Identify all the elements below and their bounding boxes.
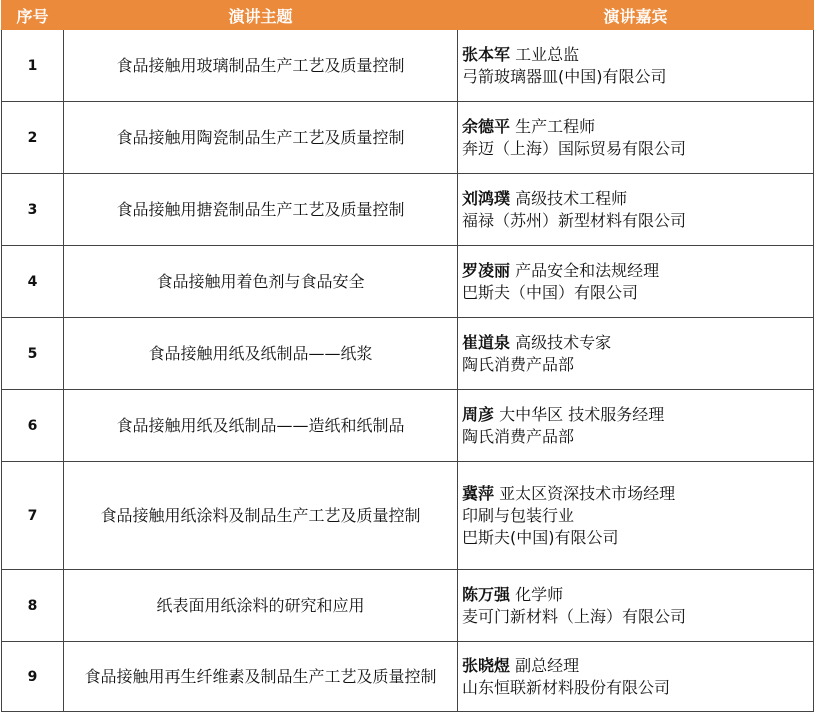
speaker-title: 大中华区 技术服务经理: [499, 404, 665, 424]
row-speaker: [458, 462, 814, 570]
speaker-name: 张本军: [462, 44, 511, 64]
row-index: 2: [2, 102, 64, 174]
row-speaker: [458, 318, 814, 390]
speaker-org: 麦可门新材料（上海）有限公司: [462, 606, 687, 626]
row-topic: 纸表面用纸涂料的研究和应用: [64, 570, 458, 642]
row-speaker: [458, 570, 814, 642]
row-index: 6: [2, 390, 64, 462]
table-row: [2, 102, 814, 174]
table-row: [2, 570, 814, 642]
table-row: [2, 390, 814, 462]
speaker-org: 陶氏消费产品部: [462, 354, 575, 374]
table-row: [2, 174, 814, 246]
row-index: 7: [2, 462, 64, 570]
speaker-org: 奔迈（上海）国际贸易有限公司: [462, 138, 687, 158]
row-speaker: [458, 390, 814, 462]
speaker-title: 产品安全和法规经理: [515, 260, 660, 280]
row-topic: 食品接触用纸及纸制品——纸浆: [64, 318, 458, 390]
row-index: 8: [2, 570, 64, 642]
row-topic: 食品接触用纸及纸制品——造纸和纸制品: [64, 390, 458, 462]
speaker-org: 巴斯夫（中国）有限公司: [462, 282, 639, 302]
table-row: [2, 246, 814, 318]
table-row: [2, 30, 814, 102]
header-row: [2, 1, 814, 30]
table-row: [2, 318, 814, 390]
row-index: 4: [2, 246, 64, 318]
speaker-name: 余德平: [462, 116, 511, 136]
speaker-name: 罗凌丽: [462, 260, 511, 280]
table-row: [2, 642, 814, 712]
row-topic: 食品接触用搪瓷制品生产工艺及质量控制: [64, 174, 458, 246]
speaker-title: 副总经理: [515, 655, 580, 675]
speaker-org: 陶氏消费产品部: [462, 426, 575, 446]
speaker-org: 印刷与包装行业: [462, 505, 575, 525]
row-speaker: [458, 30, 814, 102]
header-speaker: 演讲嘉宾: [458, 1, 814, 30]
row-speaker: [458, 102, 814, 174]
speaker-table: [1, 0, 814, 712]
row-topic: 食品接触用纸涂料及制品生产工艺及质量控制: [64, 462, 458, 570]
table-row: [2, 462, 814, 570]
speaker-org: 山东恒联新材料股份有限公司: [462, 677, 671, 697]
row-speaker: [458, 246, 814, 318]
speaker-name: 冀萍: [462, 483, 495, 503]
row-index: 3: [2, 174, 64, 246]
speaker-org: 巴斯夫(中国)有限公司: [462, 527, 619, 547]
row-topic: 食品接触用再生纤维素及制品生产工艺及质量控制: [64, 642, 458, 712]
speaker-title: 高级技术工程师: [515, 188, 628, 208]
row-topic: 食品接触用玻璃制品生产工艺及质量控制: [64, 30, 458, 102]
speaker-name: 崔道泉: [462, 332, 511, 352]
speaker-title: 工业总监: [515, 44, 580, 64]
row-topic: 食品接触用陶瓷制品生产工艺及质量控制: [64, 102, 458, 174]
speaker-name: 刘鸿璞: [462, 188, 511, 208]
row-speaker: [458, 174, 814, 246]
speaker-title: 化学师: [515, 584, 564, 604]
speaker-org: 福禄（苏州）新型材料有限公司: [462, 210, 687, 230]
speaker-name: 陈万强: [462, 584, 511, 604]
row-speaker: [458, 642, 814, 712]
speaker-name: 张晓煜: [462, 655, 511, 675]
speaker-org: 弓箭玻璃器皿(中国)有限公司: [462, 66, 667, 86]
row-index: 9: [2, 642, 64, 712]
row-index: 5: [2, 318, 64, 390]
row-topic: 食品接触用着色剂与食品安全: [64, 246, 458, 318]
header-index: 序号: [2, 1, 64, 30]
speaker-name: 周彦: [462, 404, 495, 424]
speaker-title: 高级技术专家: [515, 332, 612, 352]
speaker-title: 生产工程师: [515, 116, 596, 136]
header-topic: 演讲主题: [64, 1, 458, 30]
speaker-title: 亚太区资深技术市场经理: [499, 483, 676, 503]
row-index: 1: [2, 30, 64, 102]
